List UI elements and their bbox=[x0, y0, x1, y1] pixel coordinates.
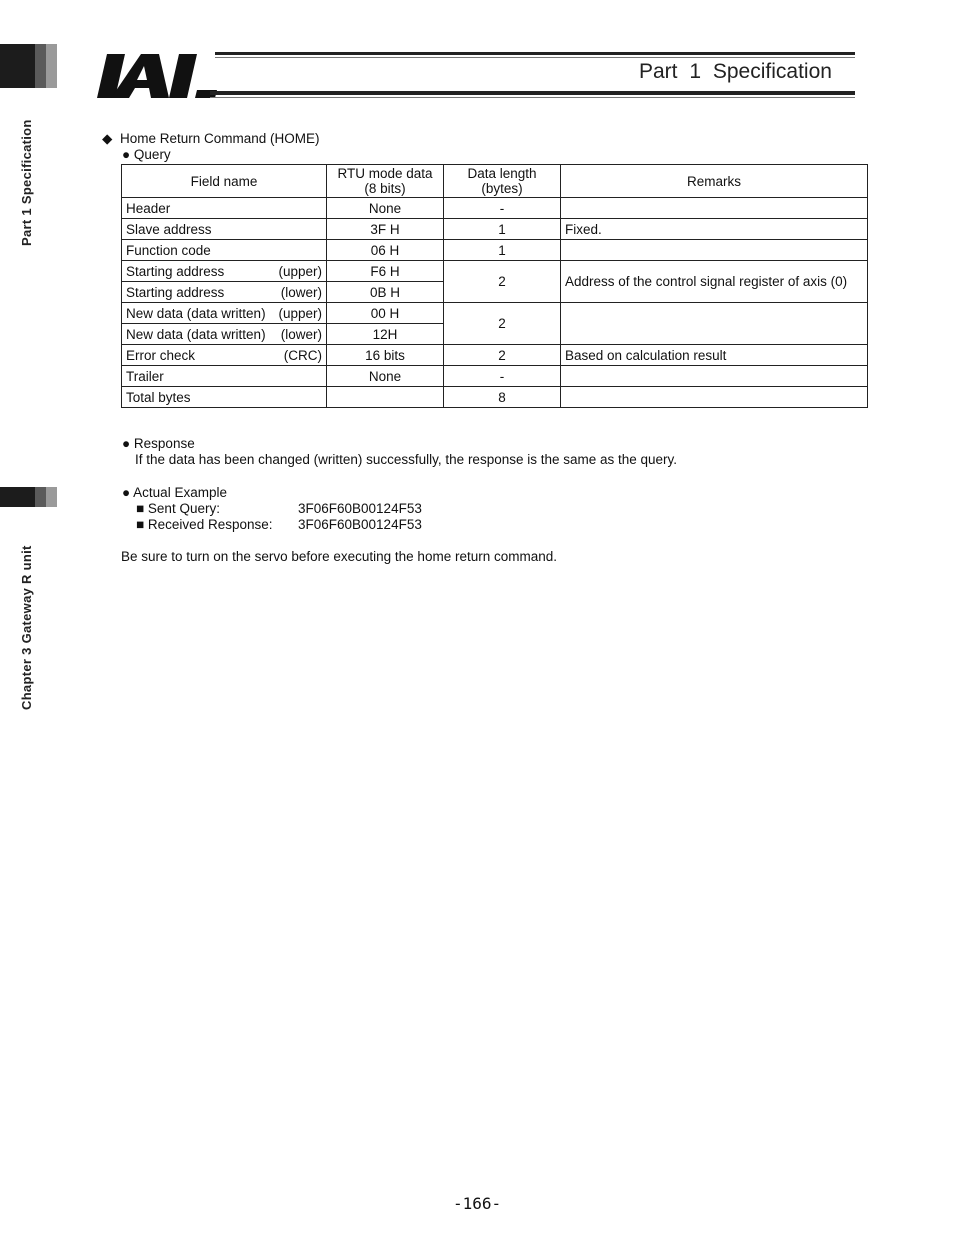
cell-length: 8 bbox=[444, 387, 561, 408]
cell-remarks bbox=[561, 366, 868, 387]
table-row bbox=[122, 261, 868, 282]
cell-length: - bbox=[444, 198, 561, 219]
example-heading bbox=[122, 485, 227, 501]
cell-data: 06 H bbox=[327, 240, 444, 261]
bullet-icon: ● bbox=[122, 436, 131, 451]
cell-length: 2 bbox=[444, 261, 561, 303]
cell-field: Header bbox=[122, 198, 327, 219]
response-heading bbox=[122, 436, 195, 452]
cell-field: Trailer bbox=[122, 366, 327, 387]
received-response-row bbox=[136, 517, 273, 533]
cell-remarks bbox=[561, 198, 868, 219]
cell-data: 0B H bbox=[327, 282, 444, 303]
cell-data: None bbox=[327, 198, 444, 219]
table-row bbox=[122, 345, 868, 366]
side-label-part: Part 1 Specification bbox=[19, 119, 34, 246]
page-number: -166- bbox=[453, 1194, 502, 1213]
table-header-row bbox=[122, 165, 868, 198]
query-table bbox=[121, 164, 868, 408]
cell-length: - bbox=[444, 366, 561, 387]
cell-field: Starting address (lower) bbox=[122, 282, 327, 303]
bullet-icon: ● bbox=[122, 147, 131, 162]
cell-data bbox=[327, 387, 444, 408]
sent-query-value: 3F06F60B00124F53 bbox=[298, 501, 422, 516]
cell-remarks bbox=[561, 303, 868, 345]
cell-remarks bbox=[561, 387, 868, 408]
cell-data: 16 bits bbox=[327, 345, 444, 366]
side-tab-block-top bbox=[0, 44, 57, 88]
cell-data: 3F H bbox=[327, 219, 444, 240]
servo-note: Be sure to turn on the servo before executing the home return command. bbox=[121, 549, 557, 564]
response-text: If the data has been changed (written) successfully, the response is the same as the query. bbox=[135, 452, 678, 467]
side-label-chapter: Chapter 3 Gateway R unit bbox=[19, 545, 34, 710]
cell-remarks: Address of the control signal register of axis (0) bbox=[561, 261, 868, 303]
cell-data: 12H bbox=[327, 324, 444, 345]
header-rule bbox=[215, 52, 855, 55]
header-rule-thin bbox=[215, 57, 855, 58]
table-row bbox=[122, 198, 868, 219]
iai-logo bbox=[97, 52, 217, 100]
cell-field: Slave address bbox=[122, 219, 327, 240]
cell-field: New data (data written) (upper) bbox=[122, 303, 327, 324]
cell-field: New data (data written) (lower) bbox=[122, 324, 327, 345]
cell-remarks: Fixed. bbox=[561, 219, 868, 240]
example-label: Actual Example bbox=[133, 485, 227, 500]
cell-remarks bbox=[561, 240, 868, 261]
cell-field: Function code bbox=[122, 240, 327, 261]
table-row bbox=[122, 366, 868, 387]
sent-query-row bbox=[136, 501, 220, 517]
col-header-field: Field name bbox=[122, 165, 327, 198]
square-bullet-icon: ■ bbox=[136, 501, 145, 516]
header-rule-bottom-thin bbox=[210, 97, 855, 98]
table-row bbox=[122, 303, 868, 324]
cell-length: 2 bbox=[444, 345, 561, 366]
bullet-icon: ● bbox=[122, 485, 131, 500]
received-response-label: Received Response: bbox=[147, 517, 273, 532]
cell-data: None bbox=[327, 366, 444, 387]
diamond-icon: ◆ bbox=[102, 131, 113, 146]
part-title: Part 1 Specification bbox=[639, 60, 832, 83]
query-heading bbox=[122, 147, 171, 163]
cell-field: Starting address (upper) bbox=[122, 261, 327, 282]
col-header-data: RTU mode data (8 bits) bbox=[327, 165, 444, 198]
col-header-remarks: Remarks bbox=[561, 165, 868, 198]
cell-remarks: Based on calculation result bbox=[561, 345, 868, 366]
square-bullet-icon: ■ bbox=[136, 517, 145, 532]
cell-length: 2 bbox=[444, 303, 561, 345]
cell-data: 00 H bbox=[327, 303, 444, 324]
sent-query-label: Sent Query: bbox=[147, 501, 220, 516]
cell-data: F6 H bbox=[327, 261, 444, 282]
cell-length: 1 bbox=[444, 219, 561, 240]
cell-field: Error check (CRC) bbox=[122, 345, 327, 366]
table-row bbox=[122, 219, 868, 240]
cell-field: Total bytes bbox=[122, 387, 327, 408]
table-row bbox=[122, 387, 868, 408]
response-label: Response bbox=[133, 436, 195, 451]
header-rule-bottom bbox=[210, 91, 855, 95]
received-response-value: 3F06F60B00124F53 bbox=[298, 517, 422, 532]
col-header-length: Data length (bytes) bbox=[444, 165, 561, 198]
section-title: Home Return Command (HOME) bbox=[120, 131, 320, 146]
side-tab-block-mid bbox=[0, 487, 57, 507]
cell-length: 1 bbox=[444, 240, 561, 261]
query-label: Query bbox=[133, 147, 171, 162]
table-row bbox=[122, 240, 868, 261]
